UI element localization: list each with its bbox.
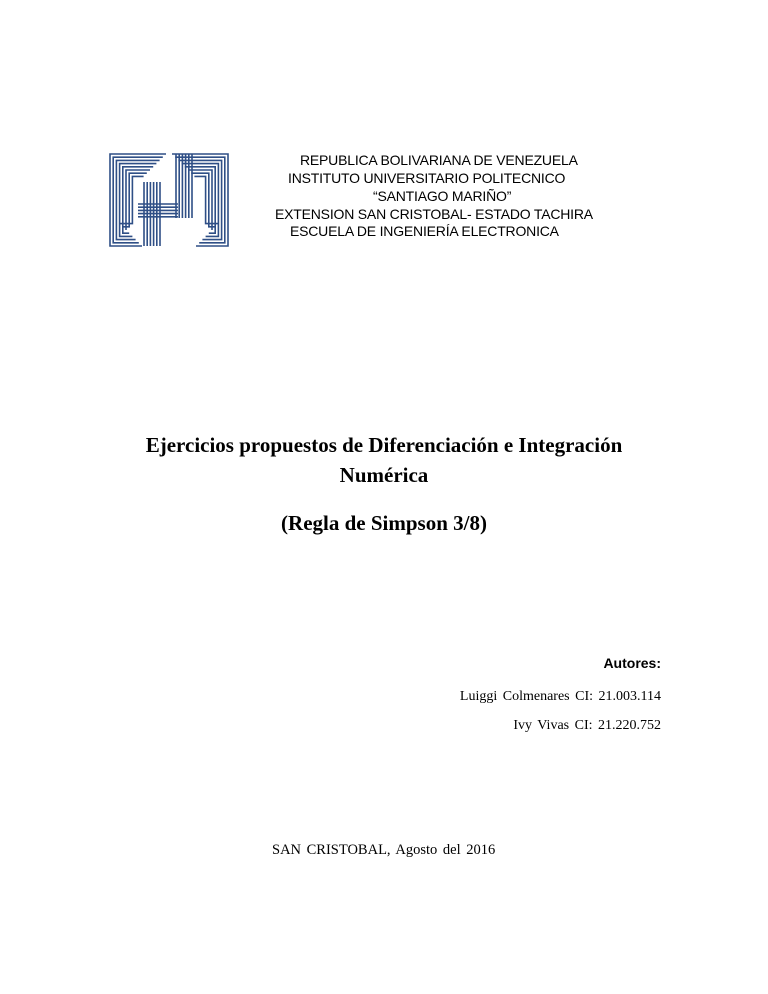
header-line-santiago-marino: “SANTIAGO MARIÑO”	[373, 188, 512, 204]
document-subtitle: (Regla de Simpson 3/8)	[281, 511, 487, 535]
place-and-date: SAN CRISTOBAL, Agosto del 2016	[272, 842, 496, 858]
authors-heading: Autores:	[603, 655, 661, 671]
document-title	[100, 430, 668, 490]
title-line-2: Numérica	[339, 463, 429, 487]
header-line-school: ESCUELA DE INGENIERÍA ELECTRONICA	[290, 223, 559, 239]
institution-logo-icon	[108, 152, 230, 248]
header-line-republic: REPUBLICA BOLIVARIANA DE VENEZUELA	[300, 152, 578, 168]
title-line-1: Ejercicios propuestos de Diferenciación e Integración	[145, 433, 623, 457]
header-line-extension: EXTENSION SAN CRISTOBAL- ESTADO TACHIRA	[275, 206, 593, 222]
header-line-institute: INSTITUTO UNIVERSITARIO POLITECNICO	[288, 170, 566, 186]
author-line-1: Luiggi Colmenares CI: 21.003.114	[459, 689, 661, 704]
author-line-2: Ivy Vivas CI: 21.220.752	[513, 718, 661, 733]
